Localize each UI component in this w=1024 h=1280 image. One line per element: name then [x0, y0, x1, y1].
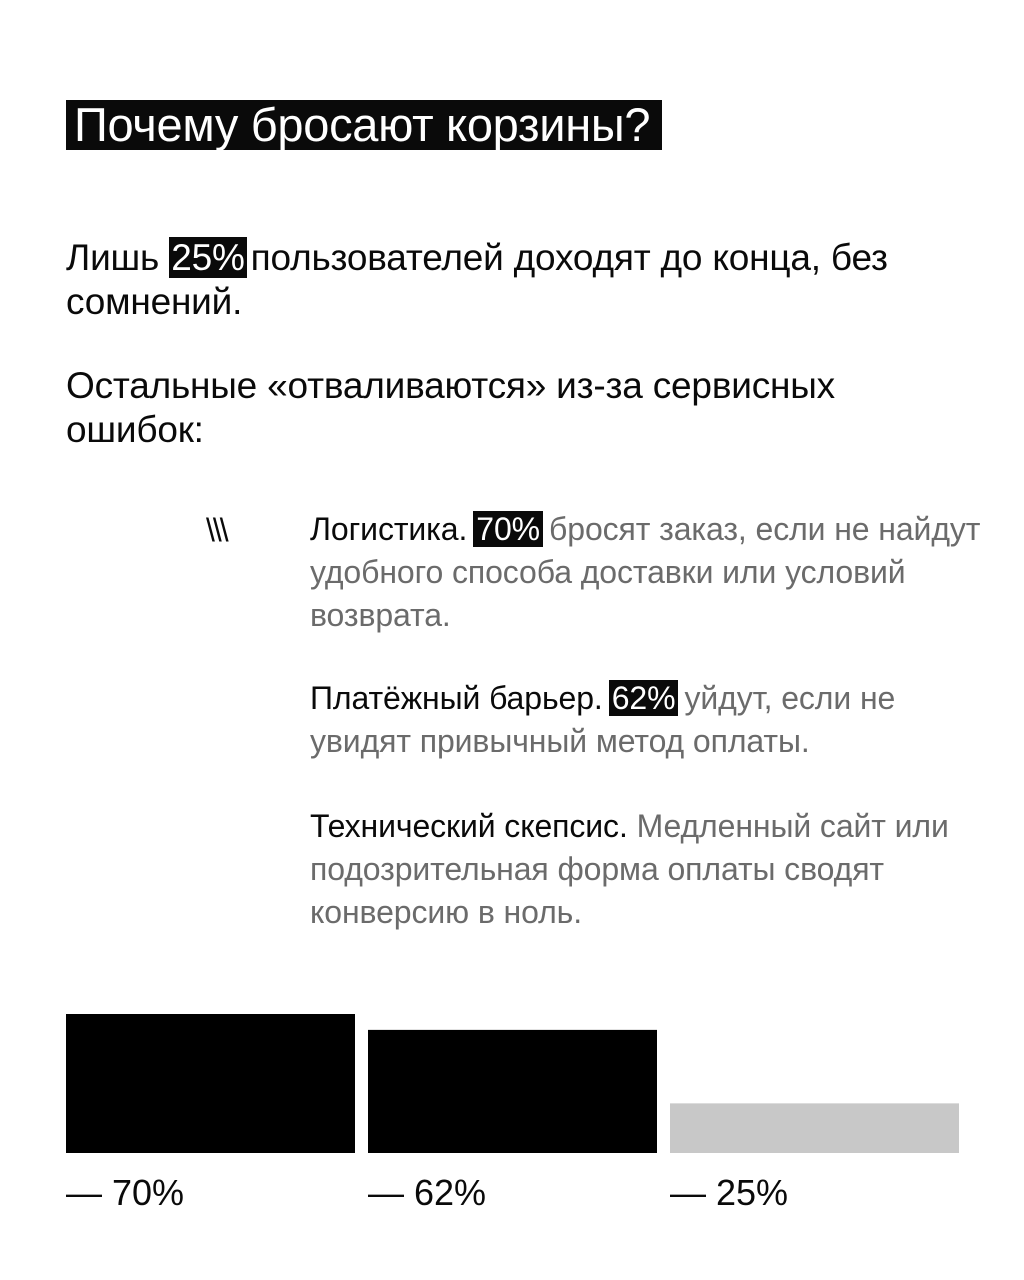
item-head: Платёжный барьер. [310, 680, 603, 716]
item-text: Медленный сайт или подозрительная форма оплаты сводят конверсию в ноль. [310, 808, 949, 930]
bar-2 [670, 1103, 959, 1153]
bar-label-0: — 70% [66, 1172, 185, 1213]
page-title: Почему бросают корзины? [66, 100, 662, 150]
item-text: бросят заказ, если не найдут удобного способа доставки или условий возврата. [310, 511, 981, 633]
item-head: Технический скепсис. [310, 808, 628, 844]
item-head: Логистика. [310, 511, 468, 547]
lead-text-before: Лишь [66, 237, 160, 278]
bar-0 [66, 1014, 355, 1153]
lead-paragraph-2: Остальные «отваливаются» из-за сервисных ошибок: [66, 365, 835, 450]
list-marker: \\\ [206, 512, 227, 548]
bar-1 [368, 1030, 657, 1153]
lead-highlight-25: 25% [171, 237, 245, 278]
bar-label-2: — 25% [670, 1172, 789, 1213]
lead-text-after: пользователей доходят до конца, без сомнений. [66, 237, 888, 322]
item-highlight: 70% [473, 511, 543, 547]
item-highlight: 62% [609, 680, 679, 716]
bar-label-1: — 62% [368, 1172, 487, 1213]
item-text: уйдут, если не увидят привычный метод оплаты. [310, 680, 896, 759]
